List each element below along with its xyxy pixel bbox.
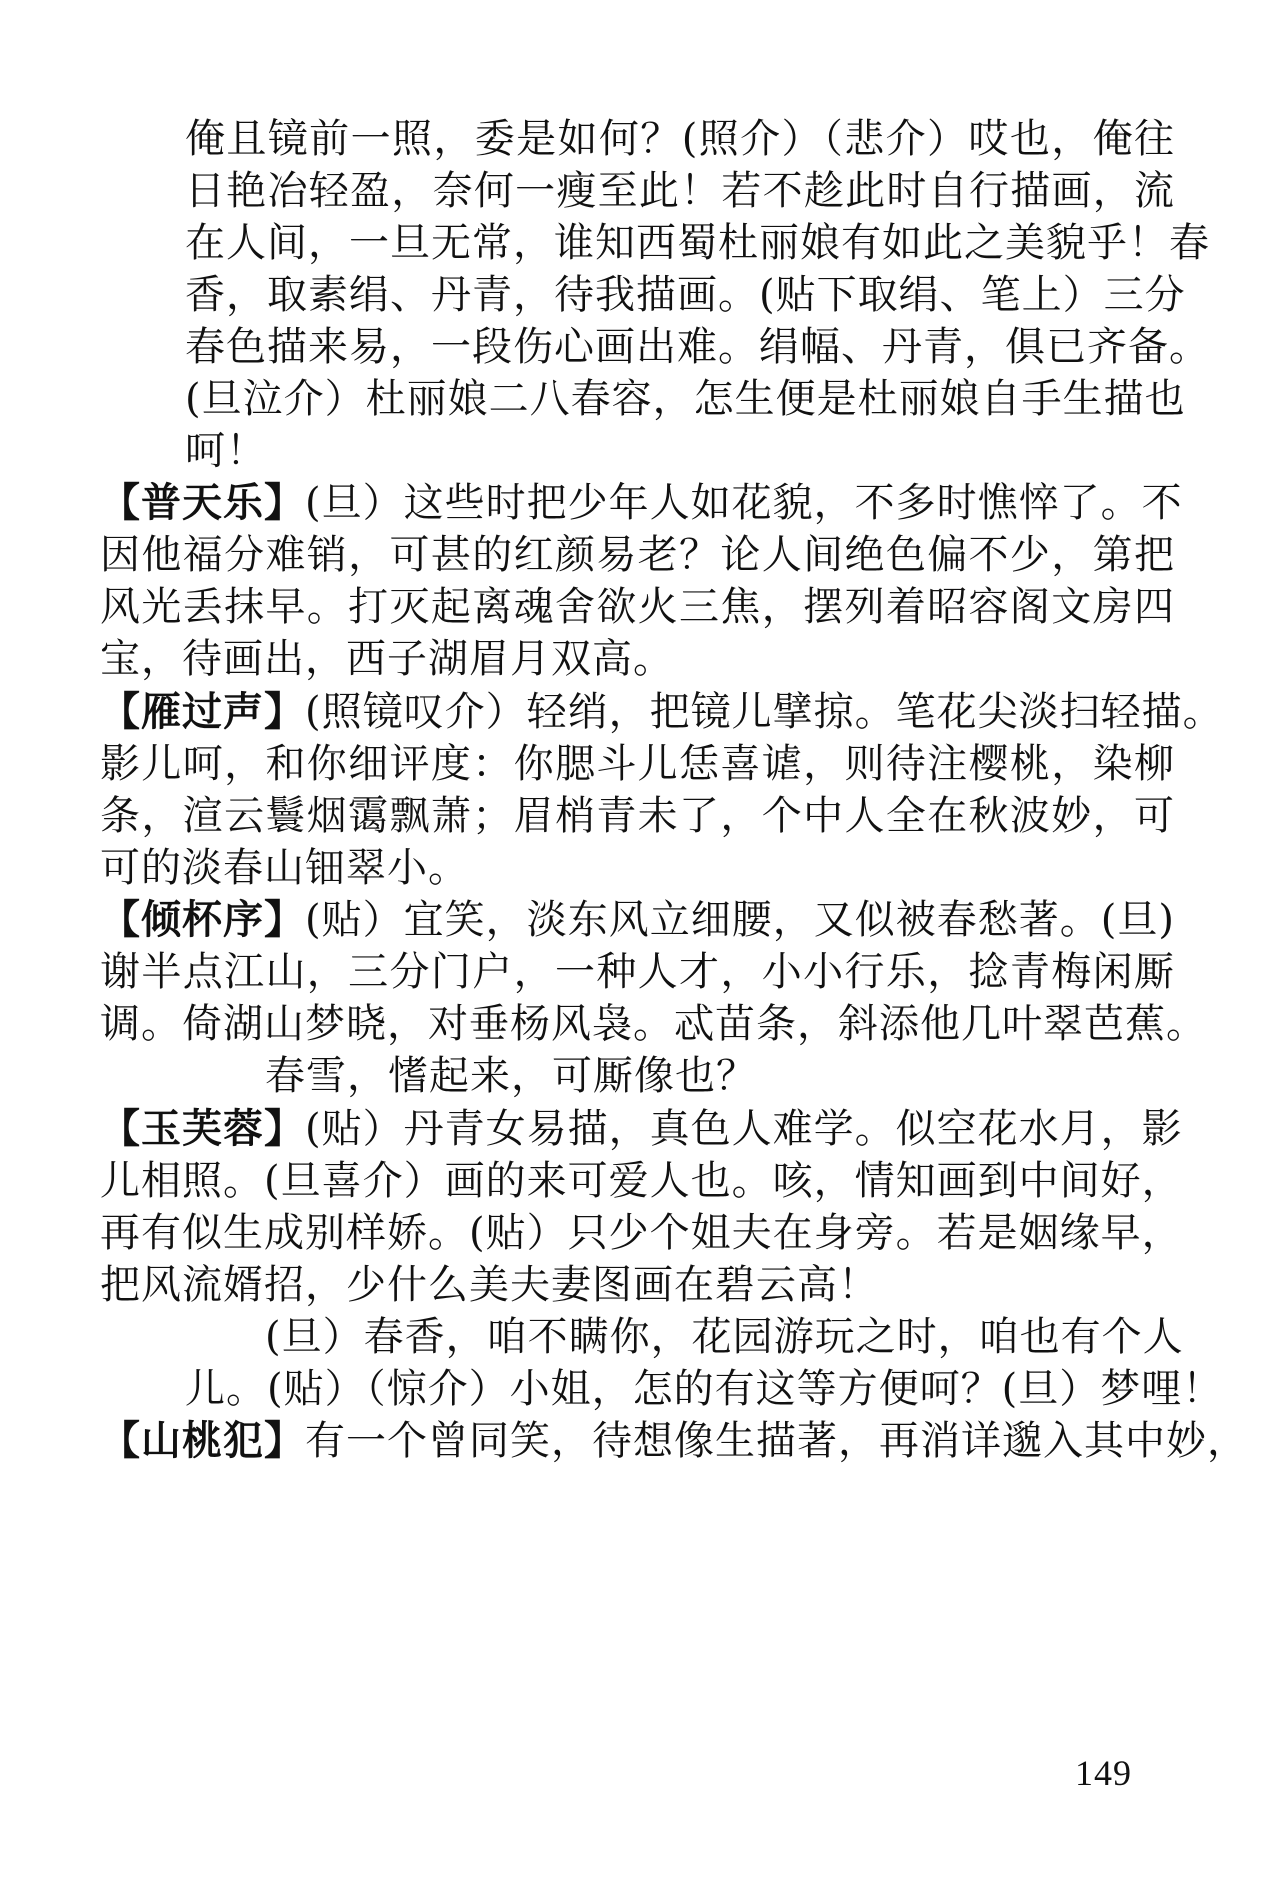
text-line: 在人间，一旦无常，谁知西蜀杜丽娘有如此之美貌乎！春 bbox=[185, 220, 1210, 266]
verse-line: 儿相照。(旦喜介）画的来可爱人也。咳，情知画到中间好， bbox=[100, 1158, 1183, 1204]
tune-title: 【倾杯序】 bbox=[100, 897, 306, 943]
verse-line: 调。倚湖山梦晓，对垂杨风袅。忒苗条，斜添他几叶翠芭蕉。 bbox=[100, 1001, 1207, 1047]
verse-first-line: 【山桃犯】有一个曾同笑，待想像生描著，再消详邈入其中妙， bbox=[100, 1418, 1248, 1464]
verse-line: 把风流婿招，少什么美夫妻图画在碧云高！ bbox=[100, 1262, 879, 1308]
verse-first-line: 【倾杯序】(贴）宜笑，淡东风立细腰，又似被春愁著。(旦) bbox=[100, 897, 1176, 943]
tune-title: 【山桃犯】 bbox=[100, 1418, 305, 1464]
text-line: 春色描来易，一段伤心画出难。绢幅、丹青，俱已齐备。 bbox=[185, 324, 1210, 370]
page-number: 149 bbox=[1075, 1753, 1132, 1793]
verse-line: 宝，待画出，西子湖眉月双高。 bbox=[100, 636, 674, 682]
dialog-line: (旦）春香，咱不瞒你，花园游玩之时，咱也有个人 bbox=[265, 1314, 1184, 1360]
text-line: 香，取素绢、丹青，待我描画。(贴下取绢、笔上）三分 bbox=[185, 272, 1186, 318]
verse-line: 谢半点江山，三分门户，一种人才，小小行乐，捻青梅闲厮 bbox=[100, 949, 1175, 995]
verse-line: 再有似生成别样娇。(贴）只少个姐夫在身旁。若是姻缘早， bbox=[100, 1210, 1183, 1256]
tune-title: 【普天乐】 bbox=[100, 480, 305, 526]
verse-first-line: 【玉芙蓉】(贴）丹青女易描，真色人难学。似空花水月，影 bbox=[100, 1106, 1183, 1152]
verse-line: 可的淡春山钿翠小。 bbox=[100, 845, 469, 891]
verse-tail-line: 春雪，愭起来，可厮像也？ bbox=[265, 1053, 757, 1099]
verse-line: 条，渲云鬟烟霭飘萧；眉梢青未了，个中人全在秋波妙，可 bbox=[100, 793, 1175, 839]
text-line: (旦泣介）杜丽娘二八春容，怎生便是杜丽娘自手生描也 bbox=[185, 376, 1186, 422]
text-line: 呵！ bbox=[185, 428, 267, 474]
tune-title: 【雁过声】 bbox=[100, 689, 305, 735]
verse-line: 风光丢抹早。打灭起离魂舍欲火三焦，摆列着昭容阁文房四 bbox=[100, 584, 1175, 630]
text-line: 俺且镜前一照，委是如何？(照介）（悲介）哎也，俺往 bbox=[185, 116, 1175, 162]
verse-first-line: 【普天乐】(旦）这些时把少年人如花貌，不多时憔悴了。不 bbox=[100, 480, 1183, 526]
verse-first-line: 【雁过声】(照镜叹介）轻绡，把镜儿擘掠。笔花尖淡扫轻描。 bbox=[100, 689, 1224, 735]
text-line: 日艳冶轻盈，奈何一瘦至此！若不趁此时自行描画，流 bbox=[185, 168, 1175, 214]
dialog-line: 儿。(贴）（惊介）小姐，怎的有这等方便呵？(旦）梦哩！ bbox=[185, 1366, 1224, 1412]
verse-line: 因他福分难销，可甚的红颜易老？论人间绝色偏不少，第把 bbox=[100, 532, 1175, 578]
tune-title: 【玉芙蓉】 bbox=[100, 1106, 305, 1152]
verse-line: 影儿呵，和你细评度：你腮斗儿恁喜谑，则待注樱桃，染柳 bbox=[100, 741, 1175, 787]
